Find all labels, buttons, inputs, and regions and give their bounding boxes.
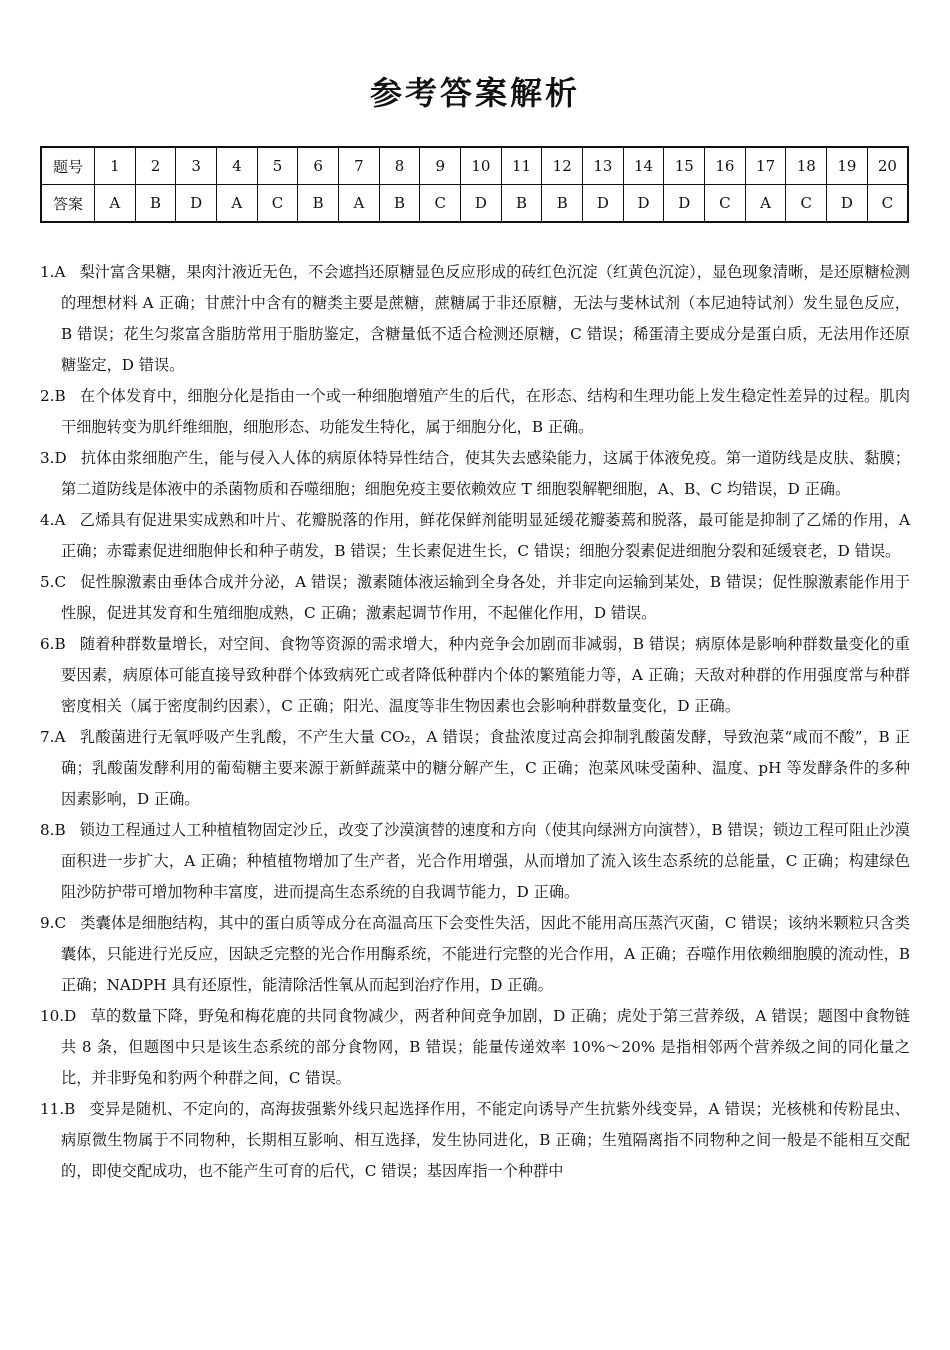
explanation-item — [40, 629, 910, 722]
explanation-item — [40, 567, 910, 629]
item-text: 梨汁富含果糖，果肉汁液近无色，不会遮挡还原糖显色反应形成的砖红色沉淀（红黄色沉淀），显色现象清晰，是还原糖检测的理想材料 A 正确；甘蔗汁中含有的糖类主要是蔗糖，蔗糖属于非还原糖，无法与斐林试剂（本尼迪特试剂）发生显色反应，B 错误；花生匀浆富含脂肪常用于脂肪鉴定，含糖量低不适合检测还原糖，C 错误；稀蛋清主要成分是蛋白质，无法用作还原糖鉴定，D 错误。 — [61, 263, 910, 374]
item-number: 3.D — [40, 449, 67, 467]
question-number-cell: 9 — [420, 147, 461, 185]
item-number: 5.C — [40, 573, 67, 591]
explanation-item — [40, 1001, 910, 1094]
item-number: 9.C — [40, 914, 67, 932]
item-number: 2.B — [40, 387, 66, 405]
page-title: 参考答案解析 — [369, 74, 580, 112]
question-number-cell: 15 — [664, 147, 705, 185]
explanation-list — [40, 257, 910, 1187]
item-text: 在个体发育中，细胞分化是指由一个或一种细胞增殖产生的后代，在形态、结构和生理功能上发生稳定性差异的过程。肌肉干细胞转变为肌纤维细胞，细胞形态、功能发生特化，属于细胞分化，B 正确。 — [61, 387, 910, 436]
item-number: 8.B — [40, 821, 66, 839]
item-number: 7.A — [40, 728, 66, 746]
question-number-cell: 17 — [745, 147, 786, 185]
answer-cell: D — [664, 185, 705, 223]
answer-cell: B — [379, 185, 420, 223]
item-number: 10.D — [40, 1007, 77, 1025]
answer-cell: C — [786, 185, 827, 223]
answer-cell: C — [867, 185, 908, 223]
item-text: 促性腺激素由垂体合成并分泌，A 错误；激素随体液运输到全身各处，并非定向运输到某处，B 错误；促性腺激素能作用于性腺，促进其发育和生殖细胞成熟，C 正确；激素起调节作用，不起催化作用，D 错误。 — [61, 573, 910, 622]
question-number-cell: 20 — [867, 147, 908, 185]
answer-cell: B — [501, 185, 542, 223]
item-text: 锁边工程通过人工种植植物固定沙丘，改变了沙漠演替的速度和方向（使其向绿洲方向演替），B 错误；锁边工程可阻止沙漠面积进一步扩大，A 正确；种植植物增加了生产者，光合作用增强，从而增加了流入该生态系统的总能量，C 正确；构建绿色阻沙防护带可增加物种丰富度，进而提高生态系统的自我调节能力，D 正确。 — [61, 821, 910, 901]
explanation-item — [40, 257, 910, 381]
item-number: 11.B — [40, 1100, 76, 1118]
explanation-item — [40, 381, 910, 443]
explanation-item — [40, 722, 910, 815]
question-number-cell: 2 — [135, 147, 176, 185]
question-number-cell: 6 — [298, 147, 339, 185]
answer-cell: D — [827, 185, 868, 223]
item-text: 随着种群数量增长，对空间、食物等资源的需求增大，种内竞争会加剧而非减弱，B 错误；病原体是影响种群数量变化的重要因素，病原体可能直接导致种群个体致病死亡或者降低种群内个体的繁殖能力等，A 正确；天敌对种群的作用强度常与种群密度相关（属于密度制约因素），C 正确；阳光、温度等非生物因素也会影响种群数量变化，D 正确。 — [61, 635, 910, 715]
question-number-cell: 13 — [583, 147, 624, 185]
question-number-cell: 7 — [339, 147, 380, 185]
answer-cell: B — [298, 185, 339, 223]
question-number-cell: 16 — [705, 147, 746, 185]
item-text: 抗体由浆细胞产生，能与侵入人体的病原体特异性结合，使其失去感染能力，这属于体液免疫。第一道防线是皮肤、黏膜；第二道防线是体液中的杀菌物质和吞噬细胞；细胞免疫主要依赖效应 T 细胞裂解靶细胞，A、B、C 均错误，D 正确。 — [61, 449, 910, 498]
question-number-cell: 19 — [827, 147, 868, 185]
answer-cell: D — [623, 185, 664, 223]
question-number-cell: 4 — [217, 147, 258, 185]
answer-cell: D — [461, 185, 502, 223]
explanation-item — [40, 505, 910, 567]
answer-cell: B — [542, 185, 583, 223]
answer-cell: D — [583, 185, 624, 223]
answer-cell: C — [705, 185, 746, 223]
item-number: 1.A — [40, 263, 66, 281]
question-number-cell: 8 — [379, 147, 420, 185]
answer-cell: A — [217, 185, 258, 223]
item-number: 6.B — [40, 635, 66, 653]
answer-cell: B — [135, 185, 176, 223]
item-text: 草的数量下降，野兔和梅花鹿的共同食物减少，两者种间竞争加剧，D 正确；虎处于第三营养级，A 错误；题图中食物链共 8 条，但题图中只是该生态系统的部分食物网，B 错误；能量传递效率 10%～20% 是指相邻两个营养级之间的同化量之比，并非野兔和豹两个种群之间，C 错误。 — [61, 1007, 910, 1087]
item-number: 4.A — [40, 511, 66, 529]
answer-cell: A — [339, 185, 380, 223]
item-text: 变异是随机、不定向的，高海拔强紫外线只起选择作用，不能定向诱导产生抗紫外线变异，A 错误；光核桃和传粉昆虫、病原微生物属于不同物种，长期相互影响、相互选择，发生协同进化，B 正确；生殖隔离指不同物种之间一般是不能相互交配的，即使交配成功，也不能产生可育的后代，C 错误；基因库指一个种群中 — [61, 1100, 910, 1180]
explanation-item — [40, 443, 910, 505]
answer-table — [40, 146, 909, 223]
explanation-item — [40, 908, 910, 1001]
row-label: 题号 — [41, 147, 95, 185]
item-text: 类囊体是细胞结构，其中的蛋白质等成分在高温高压下会变性失活，因此不能用高压蒸汽灭菌，C 错误；该纳米颗粒只含类囊体，只能进行光反应，因缺乏完整的光合作用酶系统，不能进行完整的光合作用，A 正确；吞噬作用依赖细胞膜的流动性，B 正确；NADPH 具有还原性，能清除活性氧从而起到治疗作用，D 正确。 — [61, 914, 910, 994]
item-text: 乙烯具有促进果实成熟和叶片、花瓣脱落的作用，鲜花保鲜剂能明显延缓花瓣萎蔫和脱落，最可能是抑制了乙烯的作用，A 正确；赤霉素促进细胞伸长和种子萌发，B 错误；生长素促进生长，C 错误；细胞分裂素促进细胞分裂和延缓衰老，D 错误。 — [61, 511, 910, 560]
answer-cell: D — [176, 185, 217, 223]
answer-row — [41, 185, 908, 223]
question-number-row — [41, 147, 908, 185]
answer-cell: A — [95, 185, 136, 223]
answer-cell: A — [745, 185, 786, 223]
answer-cell: C — [257, 185, 298, 223]
question-number-cell: 5 — [257, 147, 298, 185]
question-number-cell: 18 — [786, 147, 827, 185]
question-number-cell: 3 — [176, 147, 217, 185]
answer-cell: C — [420, 185, 461, 223]
explanation-item — [40, 815, 910, 908]
question-number-cell: 14 — [623, 147, 664, 185]
question-number-cell: 1 — [95, 147, 136, 185]
question-number-cell: 11 — [501, 147, 542, 185]
row-label: 答案 — [41, 185, 95, 223]
question-number-cell: 12 — [542, 147, 583, 185]
item-text: 乳酸菌进行无氧呼吸产生乳酸，不产生大量 CO₂，A 错误；食盐浓度过高会抑制乳酸菌发酵，导致泡菜“咸而不酸”，B 正确；乳酸菌发酵利用的葡萄糖主要来源于新鲜蔬菜中的糖分解产生，C 正确；泡菜风味受菌种、温度、pH 等发酵条件的多种因素影响，D 正确。 — [61, 728, 910, 808]
explanation-item — [40, 1094, 910, 1187]
question-number-cell: 10 — [461, 147, 502, 185]
